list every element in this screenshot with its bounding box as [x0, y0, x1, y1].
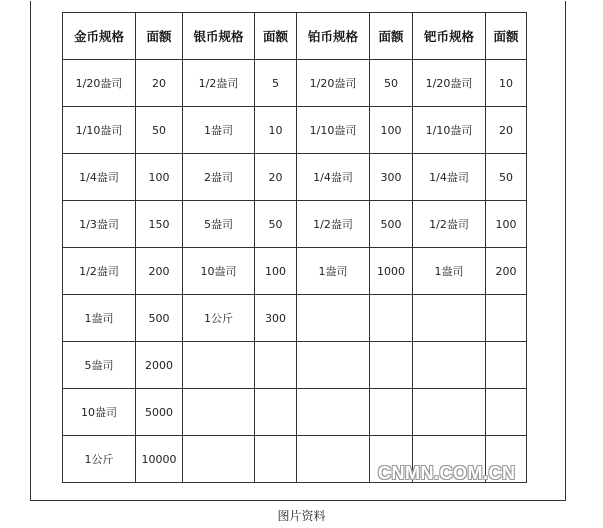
table-row — [63, 201, 527, 248]
table-cell: 10000 — [136, 436, 183, 483]
table-cell: 5盎司 — [63, 342, 136, 389]
table-cell — [255, 342, 297, 389]
header-silver-value: 面额 — [255, 13, 297, 60]
header-platinum-value: 面额 — [370, 13, 413, 60]
table-cell: 1000 — [370, 248, 413, 295]
table-cell: 1盎司 — [183, 107, 255, 154]
table-row — [63, 248, 527, 295]
table-cell: 150 — [136, 201, 183, 248]
table-cell: 1/2盎司 — [413, 201, 486, 248]
table-cell — [413, 342, 486, 389]
table-cell — [255, 389, 297, 436]
table-cell: 10 — [486, 60, 527, 107]
table-cell: 1/20盎司 — [297, 60, 370, 107]
table-cell: 1盎司 — [297, 248, 370, 295]
table-cell: 100 — [486, 201, 527, 248]
table-cell: 20 — [255, 154, 297, 201]
table-row — [63, 107, 527, 154]
table-cell: 1/4盎司 — [63, 154, 136, 201]
table-cell: 50 — [136, 107, 183, 154]
table-cell — [486, 389, 527, 436]
table-cell — [183, 342, 255, 389]
table-cell: 50 — [486, 154, 527, 201]
table-cell: 5 — [255, 60, 297, 107]
table-cell: 1/4盎司 — [297, 154, 370, 201]
site-watermark: CNMN.COM.CN — [378, 463, 516, 483]
table-cell: 2000 — [136, 342, 183, 389]
figure-caption: 图片资料 — [277, 509, 326, 523]
table-cell — [413, 389, 486, 436]
table-cell: 1盎司 — [413, 248, 486, 295]
header-palladium-value: 面额 — [486, 13, 527, 60]
header-platinum-spec: 铂币规格 — [297, 13, 370, 60]
table-cell — [486, 295, 527, 342]
table-cell — [297, 436, 370, 483]
coin-spec-table — [62, 12, 527, 483]
table-cell: 1/2盎司 — [63, 248, 136, 295]
table-cell: 1盎司 — [63, 295, 136, 342]
table-cell: 300 — [255, 295, 297, 342]
header-silver-spec: 银币规格 — [183, 13, 255, 60]
table-cell: 10 — [255, 107, 297, 154]
table-cell — [370, 342, 413, 389]
table-cell — [297, 295, 370, 342]
table-cell — [183, 436, 255, 483]
table-cell: 1/20盎司 — [413, 60, 486, 107]
table-cell: 500 — [136, 295, 183, 342]
table-cell — [297, 389, 370, 436]
table-cell: 1/10盎司 — [297, 107, 370, 154]
table-row — [63, 154, 527, 201]
table-cell: 10盎司 — [63, 389, 136, 436]
table-cell: 10盎司 — [183, 248, 255, 295]
header-gold-value: 面额 — [136, 13, 183, 60]
table-cell: 1/10盎司 — [63, 107, 136, 154]
header-palladium-spec: 钯币规格 — [413, 13, 486, 60]
table-cell: 20 — [486, 107, 527, 154]
table-cell: 5盎司 — [183, 201, 255, 248]
table-cell: 1公斤 — [63, 436, 136, 483]
table-cell — [486, 342, 527, 389]
table-row — [63, 60, 527, 107]
table-row — [63, 342, 527, 389]
table-cell: 50 — [255, 201, 297, 248]
table-body — [63, 60, 527, 483]
table-cell — [370, 389, 413, 436]
table-cell: 20 — [136, 60, 183, 107]
table-cell: 5000 — [136, 389, 183, 436]
table-cell — [255, 436, 297, 483]
table-cell: 300 — [370, 154, 413, 201]
table-cell: 1/2盎司 — [183, 60, 255, 107]
table-cell: 1/10盎司 — [413, 107, 486, 154]
table-cell: 100 — [136, 154, 183, 201]
table-cell — [297, 342, 370, 389]
table-cell: 100 — [255, 248, 297, 295]
table-cell — [183, 389, 255, 436]
table-cell — [413, 295, 486, 342]
table-row — [63, 295, 527, 342]
table-cell: 1/2盎司 — [297, 201, 370, 248]
table-cell: 50 — [370, 60, 413, 107]
table-cell: 1/3盎司 — [63, 201, 136, 248]
header-gold-spec: 金币规格 — [63, 13, 136, 60]
table-cell: 200 — [486, 248, 527, 295]
table-cell: 1/4盎司 — [413, 154, 486, 201]
table-cell: 1公斤 — [183, 295, 255, 342]
table-cell: 100 — [370, 107, 413, 154]
table-cell: 200 — [136, 248, 183, 295]
table-header-row — [63, 13, 527, 60]
table-cell — [370, 295, 413, 342]
table-cell: 1/20盎司 — [63, 60, 136, 107]
table-row — [63, 389, 527, 436]
table-cell: 2盎司 — [183, 154, 255, 201]
table-cell: 500 — [370, 201, 413, 248]
